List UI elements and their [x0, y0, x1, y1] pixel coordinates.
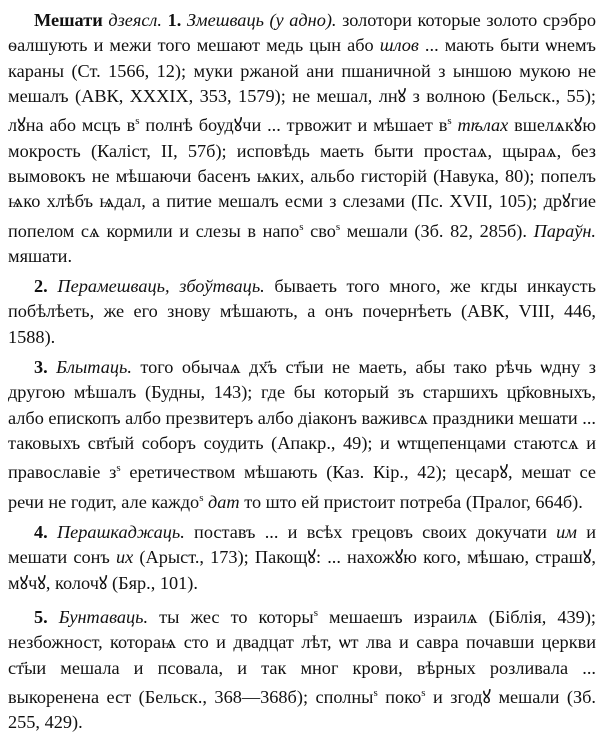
text-run: мешаешъ израилѧ (Біблія, 439); незбожност, котораѩ сто и двадцат лѣт, ѡт лва и саврa почавши церкви ст҃ыи мешала и псовала, и так мног крови, вѣрных розливала ... выкоренена ест (Бельск., 368—368б); сполны — [8, 607, 596, 707]
text-run: им — [556, 522, 577, 543]
text-run: тѣлах — [451, 115, 509, 136]
text-run: мешали (Зб. 82, 285б). — [340, 220, 534, 241]
text-run: еретичеством мѣшають (Каз. Кір., 42); цесарꙋ, мешат се речи не годит, але каждо — [8, 462, 597, 512]
sense-text — [8, 357, 596, 512]
text-run: сво — [303, 220, 336, 241]
text-run: поко — [377, 686, 422, 707]
text-run: бываеть того много, же кгды инкаусть побѣлѣеть, же его знову мѣшають, а онъ почернѣеть (АВК, VIII, 446, 1588). — [8, 276, 596, 347]
text-run: поставъ ... и всѣх грецовъ своих докучати — [184, 522, 557, 543]
sense-5-paragraph — [8, 601, 596, 736]
sense-4-paragraph — [8, 520, 596, 596]
sense-gloss: Перамешваць, збоўтваць. — [57, 276, 265, 297]
superscript-mark: s — [373, 686, 378, 699]
sense-number: 5. — [34, 607, 48, 627]
superscript-mark: s — [313, 606, 318, 619]
text-run: и згодꙋ мешали (Зб. 255, 429). — [8, 686, 596, 733]
text-run: их — [115, 547, 134, 568]
sense-number: 4. — [34, 522, 48, 543]
sense-gloss: Бунтаваць. — [58, 607, 149, 627]
text-run: ... мають быти ѡнемъ караны (Ст. 1566, 12); муки ржаной ани пшаничной з ыншою мукою не мешалъ (АВК, XXXIX, 353, 1579); не мешал, лнꙋ з волною (Бельск., 55); лꙋна або мсцъ в — [8, 35, 596, 136]
superscript-mark: s — [447, 115, 452, 128]
superscript-mark: s — [135, 115, 140, 128]
text-run: мяшати. — [8, 245, 73, 266]
text-run: и мешати сонъ — [8, 522, 596, 568]
text-run: (Арыст., 173); Пакощꙋ: ... нахожꙋю кого, мѣшаю, страшꙋ, мꙋчꙋ, колочꙋ (Бяр., 101). — [8, 547, 596, 593]
sense-gloss: Перашкаджаць. — [56, 522, 185, 543]
superscript-mark: s — [116, 462, 121, 475]
text-run: вшелѧкꙋю мокрость (Каліст, II, 57б); исповѣдь маеть быти простаѧ, щыраѧ, без вымовокъ не мѣшаючи басенъ ѩких, альбо гисторій (Навука, 80); попелъ ѩко хлѣбъ ѩдал, а питие мешалъ есми з слезами (Пс. XVII, 105); дрꙋгие попелом сѧ кормили и слезы в напо — [8, 115, 596, 241]
text-run: золотори которые золото срэбро — [336, 10, 596, 30]
sense-text — [8, 10, 596, 266]
text-run: Параўн. — [533, 220, 596, 241]
text-run: ѳалшують — [8, 35, 88, 56]
text-run: того обычаѧ дх҃ъ ст҃ыи не маеть, абы тако рѣчь ѡдну з другою мѣшалъ (Будны, 143); где бы который зъ старшихъ цр҃ковныхъ, албо епископъ албо презвитеръ албо діаконъ важивсѧ праздники мешати ... таковыхъ свт҃ый соборъ соудить (Апакр., 49); и ѡтщепенцами стаютсѧ и православіе з — [8, 357, 596, 483]
sense-3-paragraph — [8, 355, 596, 515]
text-run: и межи того мешают медь цын або — [87, 35, 380, 56]
sense-number: 1. — [167, 10, 182, 30]
sense-number: 3. — [34, 357, 48, 378]
text-run: ты жес то которы — [148, 607, 314, 627]
superscript-mark: s — [299, 220, 304, 233]
text-run: то што ей пристоит потреба (Пралог, 664б). — [239, 491, 583, 512]
text-run: полнѣ боудꙋчи ... трвожит и мѣшает в — [139, 115, 448, 136]
entry-headword: Мешати — [34, 10, 103, 30]
superscript-mark: s — [421, 686, 426, 699]
text-run: дат — [208, 491, 240, 512]
superscript-mark: s — [199, 491, 204, 504]
part-of-speech: дзеясл. — [108, 10, 162, 30]
sense-1-paragraph — [8, 8, 596, 269]
sense-2-paragraph — [8, 274, 596, 350]
sense-gloss: Блытаць. — [56, 357, 132, 378]
superscript-mark: s — [335, 220, 341, 233]
sense-gloss: Змешваць (у адно). — [186, 10, 337, 30]
sense-number: 2. — [34, 276, 48, 297]
text-run: шлов — [379, 35, 419, 56]
